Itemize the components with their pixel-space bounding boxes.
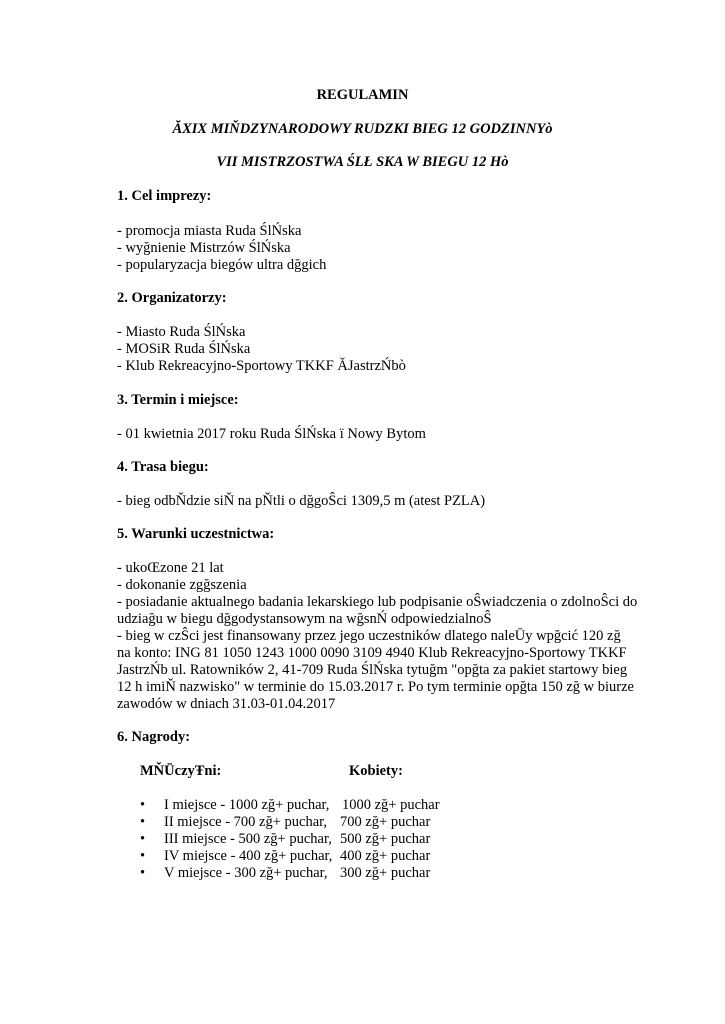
document-subtitle-championship: VII MISTRZOSTWA ŚLŁ SKA W BIEGU 12 Hò — [216, 154, 509, 170]
prize-men: IV miejsce - 400 zğ+ puchar, — [164, 848, 333, 864]
text-line: zawodów w dniach 31.03-01.04.2017 — [117, 696, 336, 712]
document-subtitle-event: ĂXIX MIŇDZYNARODOWY RUDZKI BIEG 12 GODZINNYò — [172, 121, 553, 137]
list-item: - wyğnienie Mistrzów ŚlŃska — [117, 240, 291, 256]
women-column-label: Kobiety: — [349, 763, 403, 779]
list-item: - 01 kwietnia 2017 roku Ruda ŚlŃska ï Nowy Bytom — [117, 426, 426, 442]
bullet-icon: • — [140, 848, 146, 864]
list-item — [140, 830, 332, 848]
list-item: - Miasto Ruda ŚlŃska — [117, 324, 246, 340]
bullet-icon: • — [140, 865, 146, 881]
text-line: udziağu w biegu dğgodystansowym na wğsnŃ odpowiedzialnoŜ — [117, 611, 492, 627]
section-heading-organizers: 2. Organizatorzy: — [117, 290, 227, 306]
prize-women: 500 zğ+ puchar — [340, 831, 431, 847]
section-heading-date-place: 3. Termin i miejsce: — [117, 392, 239, 408]
text-line: JastrzŃb ul. Ratowników 2, 41-709 Ruda ŚlŃska tytuğm "opğta za pakiet startowy bieg — [117, 662, 628, 678]
list-item — [140, 796, 329, 814]
men-column-label: MŇŪczyŦni: — [140, 763, 222, 779]
text-line: - posiadanie aktualnego badania lekarskiego lub podpisanie oŜwiadczenia o zdolnoŜci do — [117, 594, 638, 610]
list-item — [140, 864, 328, 882]
text-line: 12 h imiŇ nazwisko" w terminie do 15.03.2017 r. Po tym terminie opğta 150 zğ w biurze — [117, 679, 634, 695]
prize-women: 1000 zğ+ puchar — [342, 797, 440, 813]
section-heading-prizes: 6. Nagrody: — [117, 729, 191, 745]
text-line: - ukoŒzone 21 lat — [117, 560, 224, 576]
document-title: REGULAMIN — [316, 87, 409, 103]
list-item: - promocja miasta Ruda ŚlŃska — [117, 223, 302, 239]
prize-men: II miejsce - 700 zğ+ puchar, — [164, 814, 328, 830]
list-item: - popularyzacja biegów ultra dğgich — [117, 257, 327, 273]
list-item: - MOSiR Ruda ŚlŃska — [117, 341, 251, 357]
section-heading-route: 4. Trasa biegu: — [117, 459, 209, 475]
bullet-icon: • — [140, 814, 146, 830]
list-item: - Klub Rekreacyjno-Sportowy TKKF ĂJastrzŃbò — [117, 358, 406, 374]
bullet-icon: • — [140, 831, 146, 847]
prize-men: I miejsce - 1000 zğ+ puchar, — [164, 797, 330, 813]
list-item — [140, 813, 327, 831]
text-line: - dokonanie zgğszenia — [117, 577, 247, 593]
prize-men: III miejsce - 500 zğ+ puchar, — [164, 831, 332, 847]
prize-women: 400 zğ+ puchar — [340, 848, 431, 864]
prize-men: V miejsce - 300 zğ+ puchar, — [164, 865, 328, 881]
prize-women: 700 zğ+ puchar — [340, 814, 431, 830]
text-line: na konto: ING 81 1050 1243 1000 0090 3109 4940 Klub Rekreacyjno-Sportowy TKKF — [117, 645, 627, 661]
section-heading-goal: 1. Cel imprezy: — [117, 188, 212, 204]
list-item: - bieg odbŇdzie siŇ na pŇtli o dğgoŜci 1309,5 m (atest PZLA) — [117, 493, 486, 509]
list-item — [140, 847, 332, 865]
prize-women: 300 zğ+ puchar — [340, 865, 431, 881]
text-line: - bieg w czŜci jest finansowany przez jego uczestników dlatego naleŪy wpğcić 120 zğ — [117, 628, 621, 644]
section-heading-conditions: 5. Warunki uczestnictwa: — [117, 526, 275, 542]
bullet-icon: • — [140, 797, 146, 813]
